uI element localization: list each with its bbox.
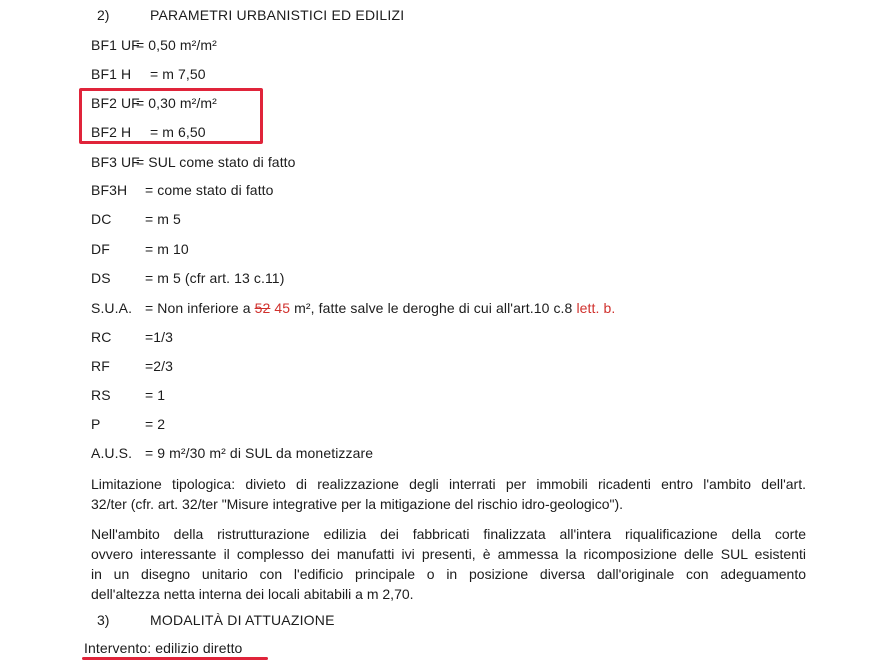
param-key: BF3H	[91, 182, 128, 198]
param-key: P	[91, 416, 101, 432]
param-key: DS	[91, 270, 111, 286]
param-value: = m 7,50	[150, 66, 206, 82]
sua-inserted-value: 45	[274, 300, 291, 316]
param-value: = 9 m²/30 m² di SUL da monetizzare	[145, 445, 374, 461]
param-value: = come stato di fatto	[145, 182, 274, 198]
param-key: BF3 UF	[91, 154, 140, 170]
param-value	[145, 300, 615, 316]
section-2-number: 2)	[97, 7, 110, 23]
sua-prefix: = Non inferiore a	[145, 300, 251, 316]
param-key: RC	[91, 329, 112, 345]
paragraph-ristrutturazione	[91, 524, 806, 604]
param-value: =1/3	[145, 329, 174, 345]
param-key: DC	[91, 211, 112, 227]
highlight-box	[79, 88, 263, 144]
sua-mid-text: m², fatte salve le deroghe di cui all'art.10 c.8	[294, 300, 573, 316]
section-3-number: 3)	[97, 612, 110, 628]
param-key: BF1 H	[91, 66, 132, 82]
param-value: = m 5	[145, 211, 181, 227]
paragraph-line: dell'altezza netta interna dei locali abitabili a m 2,70.	[91, 586, 414, 602]
section-3-title: MODALITÀ DI ATTUAZIONE	[150, 612, 335, 628]
sua-suffix: lett. b.	[576, 300, 616, 316]
param-value: =2/3	[145, 358, 174, 374]
paragraph-line: in un disegno unitario con l'edificio principale o in posizione diversa dall'originale con adeguamento	[91, 566, 806, 582]
param-key: S.U.A.	[91, 300, 133, 316]
param-key: A.U.S.	[91, 445, 133, 461]
sua-struck-value: 52	[254, 300, 271, 316]
intervento-label: Intervento: edilizio diretto	[84, 640, 243, 656]
param-key: RS	[91, 387, 111, 403]
param-value: = 1	[145, 387, 166, 403]
param-value: = m 5 (cfr art. 13 c.11)	[145, 270, 285, 286]
paragraph-limitazione	[91, 474, 806, 514]
section-2-title: PARAMETRI URBANISTICI ED EDILIZI	[150, 7, 405, 23]
param-key: BF2 UF	[91, 95, 140, 111]
paragraph-line: 32/ter (cfr. art. 32/ter "Misure integrative per la mitigazione del rischio idro-geologico").	[91, 496, 624, 512]
param-value: = 0,50 m²/m²	[136, 37, 217, 53]
param-value: = 0,30 m²/m²	[136, 95, 217, 111]
param-value: = SUL come stato di fatto	[136, 154, 296, 170]
param-value: = m 6,50	[150, 124, 206, 140]
red-underline	[82, 657, 268, 660]
param-key: BF2 H	[91, 124, 132, 140]
param-value: = 2	[145, 416, 166, 432]
paragraph-line: Nell'ambito della ristrutturazione edilizia dei fabbricati finalizzata all'intera riqualificazione della corte	[91, 526, 806, 542]
paragraph-line: ovvero interessante il complesso dei manufatti ivi presenti, è ammessa la ricomposizione delle SUL esistenti	[91, 546, 806, 562]
param-value: = m 10	[145, 241, 189, 257]
paragraph-line: Limitazione tipologica: divieto di realizzazione degli interrati per immobili ricadenti entro l'ambito dell'art.	[91, 476, 806, 492]
param-key: RF	[91, 358, 110, 374]
param-key: BF1 UF	[91, 37, 140, 53]
param-key: DF	[91, 241, 110, 257]
